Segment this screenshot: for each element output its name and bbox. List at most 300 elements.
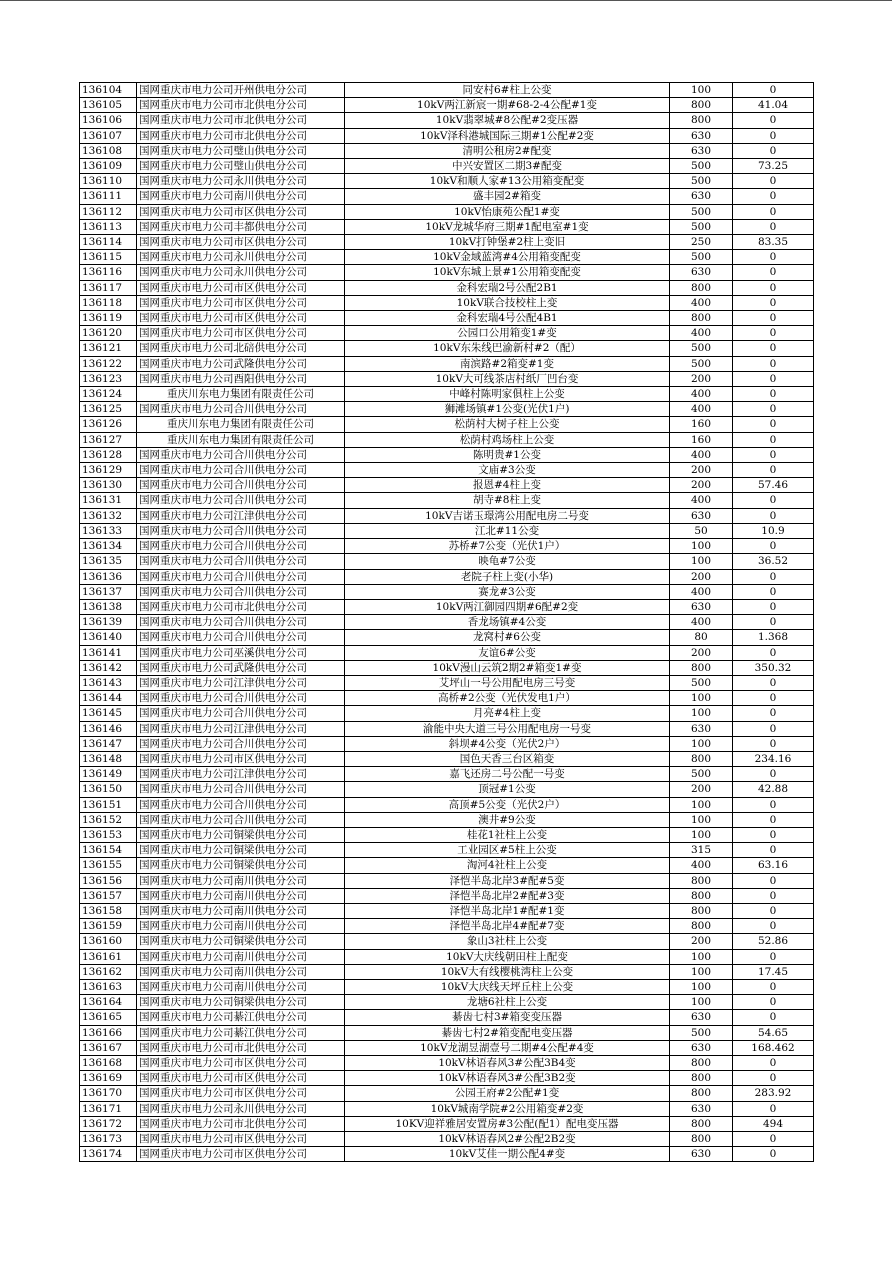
capacity-cell: 630 [670,1010,733,1025]
transformer-name-cell: 金科宏瑞2号公配2B1 [345,280,670,295]
transformer-name-cell: 綦齿七村3#箱变变压器 [345,1010,670,1025]
capacity-cell: 400 [670,326,733,341]
row-id-cell: 136133 [80,523,137,538]
table-row [80,523,814,538]
company-cell: 国网重庆市电力公司江津供电分公司 [137,675,345,690]
capacity-cell: 500 [670,219,733,234]
row-id-cell: 136165 [80,1010,137,1025]
transformer-name-cell: 老院子柱上变(小华) [345,569,670,584]
table-row [80,812,814,827]
value-cell: 0 [733,995,814,1010]
row-id-cell: 136124 [80,387,137,402]
value-cell: 0 [733,174,814,189]
capacity-cell: 800 [670,919,733,934]
capacity-cell: 500 [670,341,733,356]
table-row [80,447,814,462]
company-cell: 国网重庆市电力公司铜梁供电分公司 [137,843,345,858]
row-id-cell: 136122 [80,356,137,371]
row-id-cell: 136118 [80,295,137,310]
row-id-cell: 136120 [80,326,137,341]
row-id-cell: 136125 [80,402,137,417]
transformer-name-cell: 同安村6#柱上公变 [345,83,670,98]
capacity-cell: 800 [670,1056,733,1071]
transformer-name-cell: 工业园区#5柱上公变 [345,843,670,858]
capacity-cell: 50 [670,523,733,538]
company-cell: 国网重庆市电力公司合川供电分公司 [137,554,345,569]
value-cell: 0 [733,463,814,478]
capacity-cell: 630 [670,599,733,614]
company-cell: 国网重庆市电力公司合川供电分公司 [137,523,345,538]
value-cell: 42.88 [733,782,814,797]
capacity-cell: 200 [670,478,733,493]
capacity-cell: 800 [670,311,733,326]
row-id-cell: 136153 [80,827,137,842]
table-row [80,1025,814,1040]
value-cell: 0 [733,371,814,386]
table-row [80,311,814,326]
table-row [80,1010,814,1025]
row-id-cell: 136145 [80,706,137,721]
capacity-cell: 400 [670,493,733,508]
table-row [80,645,814,660]
row-id-cell: 136113 [80,219,137,234]
table-row [80,1086,814,1101]
company-cell: 国网重庆市电力公司合川供电分公司 [137,569,345,584]
value-cell: 350.32 [733,660,814,675]
table-row [80,295,814,310]
company-cell: 国网重庆市电力公司合川供电分公司 [137,478,345,493]
transformer-name-cell: 文庙#3公变 [345,463,670,478]
table-row [80,554,814,569]
row-id-cell: 136111 [80,189,137,204]
capacity-cell: 800 [670,751,733,766]
value-cell: 0 [733,189,814,204]
row-id-cell: 136159 [80,919,137,934]
capacity-cell: 160 [670,417,733,432]
row-id-cell: 136108 [80,143,137,158]
table-row [80,219,814,234]
company-cell: 国网重庆市电力公司铜梁供电分公司 [137,858,345,873]
value-cell: 73.25 [733,159,814,174]
capacity-cell: 500 [670,356,733,371]
transformer-name-cell: 10kV翡翠城#8公配#2变压器 [345,113,670,128]
table-row [80,356,814,371]
row-id-cell: 136152 [80,812,137,827]
capacity-cell: 400 [670,295,733,310]
value-cell: 0 [733,219,814,234]
transformer-name-cell: 10kV林语春风2#公配2B2变 [345,1132,670,1147]
company-cell: 国网重庆市电力公司铜梁供电分公司 [137,934,345,949]
table-row [80,1101,814,1116]
transformer-name-cell: 龙塘6社柱上公变 [345,995,670,1010]
row-id-cell: 136163 [80,979,137,994]
company-cell: 重庆川东电力集团有限责任公司 [137,432,345,447]
table-row [80,660,814,675]
value-cell: 0 [733,311,814,326]
row-id-cell: 136143 [80,675,137,690]
capacity-cell: 500 [670,1025,733,1040]
row-id-cell: 136121 [80,341,137,356]
transformer-name-cell: 10kV和顺人家#13公用箱变配变 [345,174,670,189]
capacity-cell: 100 [670,995,733,1010]
value-cell: 0 [733,812,814,827]
value-cell: 0 [733,204,814,219]
company-cell: 国网重庆市电力公司合川供电分公司 [137,539,345,554]
capacity-cell: 800 [670,113,733,128]
capacity-cell: 630 [670,721,733,736]
table-row [80,539,814,554]
row-id-cell: 136154 [80,843,137,858]
company-cell: 国网重庆市电力公司市北供电分公司 [137,98,345,113]
transformer-name-cell: 10kV城南学院#2公用箱变#2变 [345,1101,670,1116]
company-cell: 国网重庆市电力公司北碚供电分公司 [137,341,345,356]
transformer-name-cell: 10kV两江新宸一期#68-2-4公配#1变 [345,98,670,113]
company-cell: 国网重庆市电力公司南川供电分公司 [137,873,345,888]
company-cell: 国网重庆市电力公司南川供电分公司 [137,919,345,934]
table-row [80,402,814,417]
capacity-cell: 100 [670,83,733,98]
value-cell: 0 [733,128,814,143]
value-cell: 0 [733,675,814,690]
value-cell: 0 [733,736,814,751]
transformer-name-cell: 渝能中央大道三号公用配电房一号变 [345,721,670,736]
company-cell: 国网重庆市电力公司市北供电分公司 [137,113,345,128]
capacity-cell: 630 [670,1040,733,1055]
capacity-cell: 630 [670,143,733,158]
row-id-cell: 136155 [80,858,137,873]
company-cell: 国网重庆市电力公司市北供电分公司 [137,599,345,614]
company-cell: 国网重庆市电力公司南川供电分公司 [137,949,345,964]
capacity-cell: 500 [670,159,733,174]
capacity-cell: 100 [670,539,733,554]
table-row [80,630,814,645]
row-id-cell: 136149 [80,767,137,782]
table-row [80,782,814,797]
company-cell: 国网重庆市电力公司合川供电分公司 [137,782,345,797]
value-cell: 0 [733,1132,814,1147]
value-cell: 0 [733,569,814,584]
capacity-cell: 400 [670,387,733,402]
company-cell: 国网重庆市电力公司合川供电分公司 [137,630,345,645]
company-cell: 国网重庆市电力公司市区供电分公司 [137,326,345,341]
company-cell: 国网重庆市电力公司合川供电分公司 [137,584,345,599]
capacity-cell: 200 [670,371,733,386]
value-cell: 168.462 [733,1040,814,1055]
value-cell: 0 [733,387,814,402]
transformer-name-cell: 公园口公用箱变1#变 [345,326,670,341]
value-cell: 83.35 [733,235,814,250]
row-id-cell: 136170 [80,1086,137,1101]
table-row [80,235,814,250]
company-cell: 国网重庆市电力公司市区供电分公司 [137,295,345,310]
company-cell: 国网重庆市电力公司合川供电分公司 [137,493,345,508]
row-id-cell: 136167 [80,1040,137,1055]
transformer-name-cell: 泽恺半岛北岸4#配#7变 [345,919,670,934]
transformer-name-cell: 泽恺半岛北岸3#配#5变 [345,873,670,888]
capacity-cell: 100 [670,964,733,979]
capacity-cell: 500 [670,204,733,219]
row-id-cell: 136151 [80,797,137,812]
company-cell: 国网重庆市电力公司合川供电分公司 [137,447,345,462]
transformer-name-cell: 綦齿七村2#箱变配电变压器 [345,1025,670,1040]
value-cell: 41.04 [733,98,814,113]
table-row [80,1040,814,1055]
transformer-name-cell: 10kV大有线樱桃湾柱上公变 [345,964,670,979]
capacity-cell: 400 [670,402,733,417]
company-cell: 国网重庆市电力公司市区供电分公司 [137,1147,345,1162]
capacity-cell: 80 [670,630,733,645]
transformer-name-cell: 狮滩场镇#1公变(光伏1户) [345,402,670,417]
row-id-cell: 136160 [80,934,137,949]
company-cell: 国网重庆市电力公司市区供电分公司 [137,311,345,326]
value-cell: 283.92 [733,1086,814,1101]
capacity-cell: 800 [670,888,733,903]
value-cell: 0 [733,265,814,280]
row-id-cell: 136161 [80,949,137,964]
row-id-cell: 136168 [80,1056,137,1071]
company-cell: 重庆川东电力集团有限责任公司 [137,387,345,402]
row-id-cell: 136117 [80,280,137,295]
table-row [80,569,814,584]
value-cell: 0 [733,295,814,310]
table-row [80,128,814,143]
company-cell: 国网重庆市电力公司酉阳供电分公司 [137,371,345,386]
transformer-name-cell: 陈明贵#1公变 [345,447,670,462]
company-cell: 国网重庆市电力公司合川供电分公司 [137,615,345,630]
capacity-cell: 100 [670,691,733,706]
company-cell: 国网重庆市电力公司巫溪供电分公司 [137,645,345,660]
company-cell: 国网重庆市电力公司市区供电分公司 [137,1132,345,1147]
row-id-cell: 136148 [80,751,137,766]
transformer-name-cell: 龙窝村#6公变 [345,630,670,645]
value-cell: 0 [733,113,814,128]
row-id-cell: 136172 [80,1116,137,1131]
value-cell: 0 [733,83,814,98]
capacity-cell: 800 [670,280,733,295]
value-cell: 0 [733,280,814,295]
table-row [80,843,814,858]
row-id-cell: 136134 [80,539,137,554]
value-cell: 0 [733,539,814,554]
transformer-name-cell: 10KV迎祥雅居安置房#3公配(配1）配电变压器 [345,1116,670,1131]
table-row [80,584,814,599]
value-cell: 0 [733,493,814,508]
company-cell: 国网重庆市电力公司武隆供电分公司 [137,356,345,371]
capacity-cell: 800 [670,1132,733,1147]
transformer-name-cell: 国色天香三台区箱变 [345,751,670,766]
row-id-cell: 136146 [80,721,137,736]
capacity-cell: 800 [670,660,733,675]
value-cell: 0 [733,1101,814,1116]
row-id-cell: 136137 [80,584,137,599]
value-cell: 0 [733,599,814,614]
value-cell: 52.86 [733,934,814,949]
company-cell: 国网重庆市电力公司市区供电分公司 [137,1071,345,1086]
capacity-cell: 500 [670,174,733,189]
capacity-cell: 630 [670,128,733,143]
row-id-cell: 136158 [80,903,137,918]
value-cell: 0 [733,797,814,812]
table-row [80,189,814,204]
company-cell: 国网重庆市电力公司开州供电分公司 [137,83,345,98]
table-row [80,98,814,113]
table-row [80,1116,814,1131]
company-cell: 国网重庆市电力公司市区供电分公司 [137,1056,345,1071]
value-cell: 0 [733,432,814,447]
company-cell: 国网重庆市电力公司璧山供电分公司 [137,143,345,158]
value-cell: 0 [733,767,814,782]
capacity-cell: 400 [670,584,733,599]
value-cell: 0 [733,827,814,842]
transformer-name-cell: 苏桥#7公变（光伏1户） [345,539,670,554]
table-row [80,903,814,918]
transformer-name-cell: 10kV怡康苑公配1#变 [345,204,670,219]
table-row [80,280,814,295]
transformer-name-cell: 淘河4社柱上公变 [345,858,670,873]
company-cell: 国网重庆市电力公司市北供电分公司 [137,1040,345,1055]
company-cell: 国网重庆市电力公司永川供电分公司 [137,250,345,265]
transformer-name-cell: 10kV联合技校柱上变 [345,295,670,310]
table-row [80,964,814,979]
row-id-cell: 136138 [80,599,137,614]
capacity-cell: 630 [670,189,733,204]
row-id-cell: 136147 [80,736,137,751]
transformer-name-cell: 10kV泽科港城国际三期#1公配#2变 [345,128,670,143]
table-row [80,463,814,478]
page-top-rule [0,0,892,1]
transformer-name-cell: 南滨路#2箱变#1变 [345,356,670,371]
row-id-cell: 136123 [80,371,137,386]
table-row [80,797,814,812]
company-cell: 国网重庆市电力公司永川供电分公司 [137,174,345,189]
transformer-name-cell: 桂花1社柱上公变 [345,827,670,842]
company-cell: 国网重庆市电力公司市北供电分公司 [137,1116,345,1131]
capacity-cell: 400 [670,447,733,462]
value-cell: 10.9 [733,523,814,538]
capacity-cell: 250 [670,235,733,250]
row-id-cell: 136169 [80,1071,137,1086]
row-id-cell: 136107 [80,128,137,143]
transformer-name-cell: 顶冠#1公变 [345,782,670,797]
transformer-name-cell: 中兴安置区二期3#配变 [345,159,670,174]
company-cell: 重庆川东电力集团有限责任公司 [137,417,345,432]
transformer-name-cell: 泽恺半岛北岸2#配#3变 [345,888,670,903]
table-row [80,1132,814,1147]
company-cell: 国网重庆市电力公司丰都供电分公司 [137,219,345,234]
table-row [80,934,814,949]
table-row [80,1056,814,1071]
company-cell: 国网重庆市电力公司南川供电分公司 [137,189,345,204]
value-cell: 0 [733,143,814,158]
transformer-name-cell: 清明公租房2#配变 [345,143,670,158]
table-row [80,995,814,1010]
row-id-cell: 136105 [80,98,137,113]
value-cell: 0 [733,250,814,265]
table-row [80,265,814,280]
capacity-cell: 100 [670,736,733,751]
table-row [80,979,814,994]
transformer-name-cell: 10kV艾佳一期公配4#变 [345,1147,670,1162]
value-cell: 0 [733,584,814,599]
capacity-cell: 200 [670,569,733,584]
company-cell: 国网重庆市电力公司江津供电分公司 [137,767,345,782]
capacity-cell: 630 [670,508,733,523]
table-row [80,873,814,888]
transformer-name-cell: 10kV东朱线巴渝新村#2（配） [345,341,670,356]
table-row [80,204,814,219]
transformer-name-cell: 10kV大庆线天坪丘柱上公变 [345,979,670,994]
capacity-cell: 630 [670,1147,733,1162]
table-row [80,83,814,98]
transformer-name-cell: 10kV林语春风3#公配3B2变 [345,1071,670,1086]
row-id-cell: 136141 [80,645,137,660]
row-id-cell: 136115 [80,250,137,265]
transformer-name-cell: 金科宏瑞4号公配4B1 [345,311,670,326]
value-cell: 0 [733,873,814,888]
value-cell: 63.16 [733,858,814,873]
value-cell: 1.368 [733,630,814,645]
row-id-cell: 136171 [80,1101,137,1116]
value-cell: 0 [733,508,814,523]
capacity-cell: 100 [670,812,733,827]
capacity-cell: 200 [670,463,733,478]
table-row [80,432,814,447]
company-cell: 国网重庆市电力公司永川供电分公司 [137,1101,345,1116]
row-id-cell: 136106 [80,113,137,128]
capacity-cell: 315 [670,843,733,858]
capacity-cell: 200 [670,645,733,660]
capacity-cell: 500 [670,675,733,690]
table-row [80,1071,814,1086]
capacity-cell: 100 [670,797,733,812]
transformer-name-cell: 10kV东城上景#1公用箱变配变 [345,265,670,280]
transformer-name-cell: 盛丰园2#箱变 [345,189,670,204]
table-row [80,691,814,706]
table-row [80,493,814,508]
row-id-cell: 136156 [80,873,137,888]
table-row [80,159,814,174]
row-id-cell: 136129 [80,463,137,478]
row-id-cell: 136128 [80,447,137,462]
transformer-name-cell: 香龙场镇#4公变 [345,615,670,630]
table-row [80,615,814,630]
company-cell: 国网重庆市电力公司合川供电分公司 [137,797,345,812]
transformer-name-cell: 象山3社柱上公变 [345,934,670,949]
company-cell: 国网重庆市电力公司合川供电分公司 [137,736,345,751]
value-cell: 0 [733,949,814,964]
capacity-cell: 800 [670,873,733,888]
row-id-cell: 136104 [80,83,137,98]
company-cell: 国网重庆市电力公司合川供电分公司 [137,691,345,706]
company-cell: 国网重庆市电力公司綦江供电分公司 [137,1010,345,1025]
transformer-name-cell: 10kV吉诺玉璟湾公用配电房二号变 [345,508,670,523]
capacity-cell: 500 [670,767,733,782]
transformer-name-cell: 10kV打钟堡#2柱上变旧 [345,235,670,250]
row-id-cell: 136116 [80,265,137,280]
table-row [80,858,814,873]
value-cell: 0 [733,341,814,356]
transformer-name-cell: 映龟#7公变 [345,554,670,569]
transformer-name-cell: 艾坪山一号公用配电房三号变 [345,675,670,690]
capacity-cell: 800 [670,903,733,918]
transformer-name-cell: 报恩#4柱上变 [345,478,670,493]
row-id-cell: 136144 [80,691,137,706]
capacity-cell: 500 [670,250,733,265]
company-cell: 国网重庆市电力公司市区供电分公司 [137,204,345,219]
table-row [80,371,814,386]
transformer-name-cell: 公园王府#2公配#1变 [345,1086,670,1101]
company-cell: 国网重庆市电力公司合川供电分公司 [137,812,345,827]
